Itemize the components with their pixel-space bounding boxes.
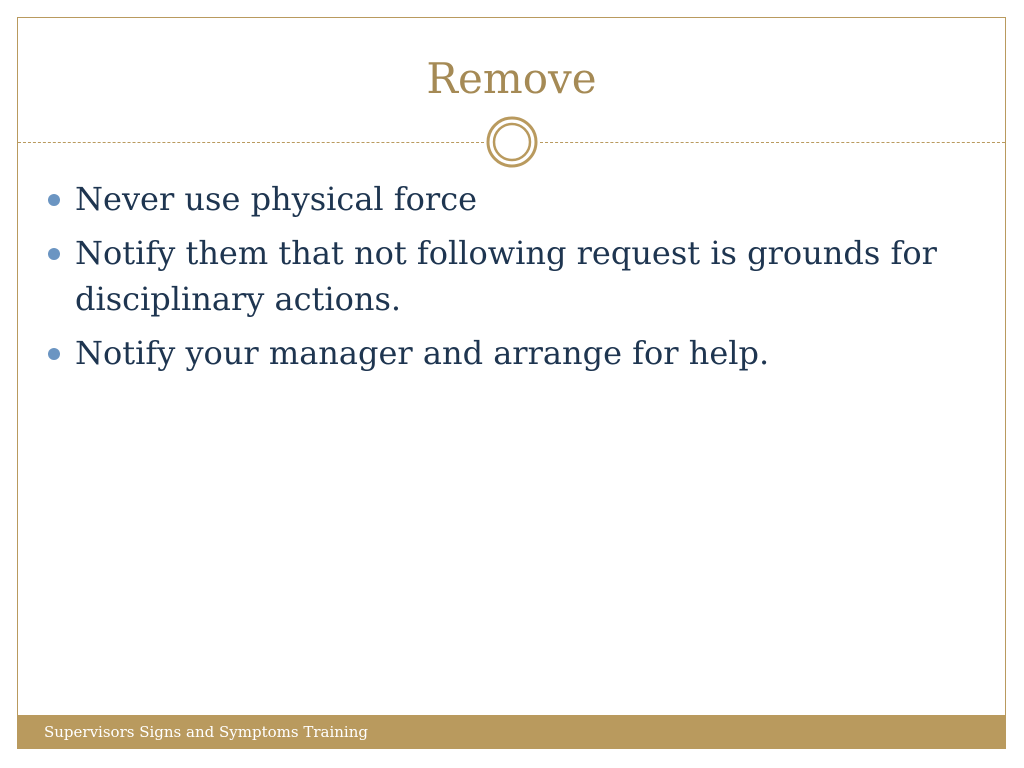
dot-bullet-icon <box>48 194 60 206</box>
bullet-text: Notify your manager and arrange for help. <box>75 334 770 372</box>
slide-title: Remove <box>426 54 597 103</box>
bullet-text: Never use physical force <box>75 180 478 218</box>
dot-bullet-icon <box>48 348 60 360</box>
bullet-list <box>46 176 986 384</box>
footer-bar <box>17 715 1006 749</box>
dot-bullet-icon <box>48 248 60 260</box>
title-divider-right <box>540 142 1005 143</box>
list-item <box>46 230 986 322</box>
bullet-text: Notify them that not following request is grounds for disciplinary actions. <box>75 234 937 318</box>
title-divider-left <box>18 142 484 143</box>
footer-text: Supervisors Signs and Symptoms Training <box>44 723 368 741</box>
list-item <box>46 330 986 376</box>
list-item <box>46 176 986 222</box>
double-ring-icon <box>486 116 538 168</box>
